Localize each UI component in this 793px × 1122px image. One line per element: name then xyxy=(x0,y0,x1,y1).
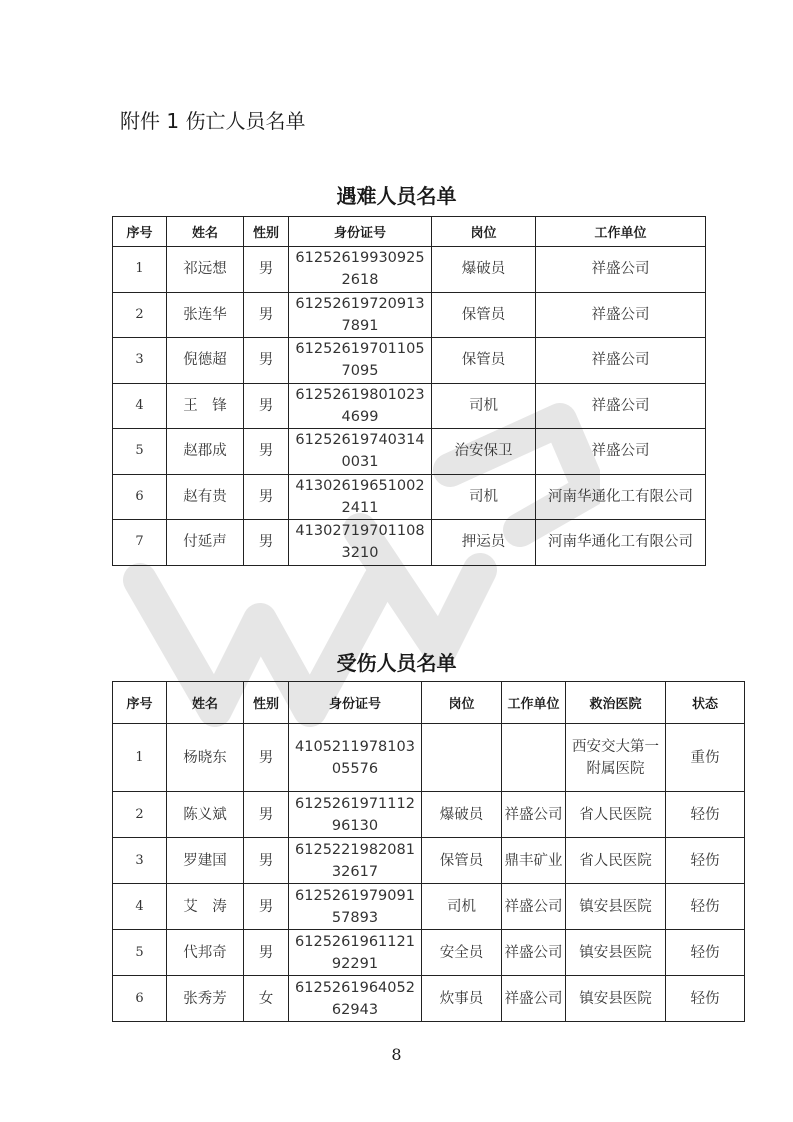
table-cell: 男 xyxy=(244,792,289,838)
table-cell: 爆破员 xyxy=(432,247,536,293)
column-header: 身份证号 xyxy=(289,217,432,247)
table-header-row xyxy=(113,682,745,724)
deceased-table xyxy=(112,216,706,566)
table-cell: 倪德超 xyxy=(167,338,244,384)
table-cell: 重伤 xyxy=(666,724,745,792)
table-row xyxy=(113,884,745,930)
table-cell: 赵郡成 xyxy=(167,429,244,475)
table-cell: 612526197011057095 xyxy=(289,338,432,384)
table-cell: 3 xyxy=(113,838,167,884)
column-header: 岗位 xyxy=(432,217,536,247)
table-cell: 男 xyxy=(244,520,289,566)
table-cell: 4 xyxy=(113,884,167,930)
table-cell: 男 xyxy=(244,474,289,520)
table-cell: 男 xyxy=(244,884,289,930)
table-row xyxy=(113,429,706,475)
table-cell: 杨晓东 xyxy=(167,724,244,792)
table-cell: 祥盛公司 xyxy=(536,292,706,338)
table-cell: 张连华 xyxy=(167,292,244,338)
table-cell: 轻伤 xyxy=(666,976,745,1022)
table-cell: 祥盛公司 xyxy=(536,338,706,384)
table-cell xyxy=(422,724,502,792)
table-cell: 罗建国 xyxy=(167,838,244,884)
table-row xyxy=(113,520,706,566)
table-row xyxy=(113,247,706,293)
table-cell: 艾 涛 xyxy=(167,884,244,930)
table-cell: 祥盛公司 xyxy=(536,247,706,293)
table-cell: 612526197209137891 xyxy=(289,292,432,338)
table-cell: 6 xyxy=(113,474,167,520)
column-header: 性别 xyxy=(244,682,289,724)
table-cell: 612526196405262943 xyxy=(289,976,422,1022)
table-cell: 2 xyxy=(113,292,167,338)
table-cell: 张秀芳 xyxy=(167,976,244,1022)
table-cell: 612526196112192291 xyxy=(289,930,422,976)
table-cell: 陈义斌 xyxy=(167,792,244,838)
table-cell: 祥盛公司 xyxy=(502,792,566,838)
table-cell: 612526197403140031 xyxy=(289,429,432,475)
table-cell: 保管员 xyxy=(422,838,502,884)
page-number: 8 xyxy=(391,1045,402,1064)
table-row xyxy=(113,930,745,976)
table-cell: 祥盛公司 xyxy=(502,976,566,1022)
table-cell: 镇安县医院 xyxy=(566,976,666,1022)
table-cell: 轻伤 xyxy=(666,838,745,884)
table-cell: 612526199309252618 xyxy=(289,247,432,293)
table-cell: 爆破员 xyxy=(422,792,502,838)
table-cell: 男 xyxy=(244,429,289,475)
table-cell: 付延声 xyxy=(167,520,244,566)
deceased-list-title: 遇难人员名单 xyxy=(336,184,457,208)
attachment-heading: 附件 1 伤亡人员名单 xyxy=(120,109,306,133)
column-header: 工作单位 xyxy=(536,217,706,247)
column-header: 救治医院 xyxy=(566,682,666,724)
table-row xyxy=(113,838,745,884)
table-cell: 612526198010234699 xyxy=(289,383,432,429)
table-cell: 轻伤 xyxy=(666,930,745,976)
column-header: 序号 xyxy=(113,682,167,724)
table-cell: 祥盛公司 xyxy=(536,383,706,429)
table-cell xyxy=(502,724,566,792)
table-row xyxy=(113,792,745,838)
table-cell: 王 锋 xyxy=(167,383,244,429)
table-row xyxy=(113,474,706,520)
column-header: 岗位 xyxy=(422,682,502,724)
table-cell: 赵有贵 xyxy=(167,474,244,520)
column-header: 性别 xyxy=(244,217,289,247)
table-cell: 炊事员 xyxy=(422,976,502,1022)
table-header-row xyxy=(113,217,706,247)
table-cell: 代邦奇 xyxy=(167,930,244,976)
column-header: 状态 xyxy=(666,682,745,724)
table-cell: 鼎丰矿业 xyxy=(502,838,566,884)
table-cell: 612526197909157893 xyxy=(289,884,422,930)
column-header: 身份证号 xyxy=(289,682,422,724)
injured-list-title: 受伤人员名单 xyxy=(336,651,457,675)
table-cell: 祁远想 xyxy=(167,247,244,293)
injured-table xyxy=(112,681,745,1022)
table-cell: 司机 xyxy=(422,884,502,930)
table-cell: 612526197111296130 xyxy=(289,792,422,838)
table-cell: 410521197810305576 xyxy=(289,724,422,792)
table-cell: 5 xyxy=(113,930,167,976)
table-row xyxy=(113,724,745,792)
table-cell: 司机 xyxy=(432,474,536,520)
table-cell: 押运员 xyxy=(432,520,536,566)
table-cell: 3 xyxy=(113,338,167,384)
column-header: 姓名 xyxy=(167,682,244,724)
table-cell: 1 xyxy=(113,724,167,792)
table-cell: 省人民医院 xyxy=(566,838,666,884)
table-cell: 5 xyxy=(113,429,167,475)
column-header: 姓名 xyxy=(167,217,244,247)
table-cell: 保管员 xyxy=(432,292,536,338)
table-cell: 河南华通化工有限公司 xyxy=(536,474,706,520)
table-row xyxy=(113,292,706,338)
table-cell: 男 xyxy=(244,383,289,429)
table-cell: 413027197011083210 xyxy=(289,520,432,566)
table-cell: 612522198208132617 xyxy=(289,838,422,884)
table-cell: 7 xyxy=(113,520,167,566)
table-cell: 安全员 xyxy=(422,930,502,976)
table-cell: 河南华通化工有限公司 xyxy=(536,520,706,566)
table-cell: 祥盛公司 xyxy=(536,429,706,475)
table-cell: 男 xyxy=(244,930,289,976)
table-cell: 男 xyxy=(244,338,289,384)
table-cell: 男 xyxy=(244,247,289,293)
table-cell: 男 xyxy=(244,724,289,792)
table-cell: 祥盛公司 xyxy=(502,884,566,930)
table-cell: 司机 xyxy=(432,383,536,429)
table-cell: 镇安县医院 xyxy=(566,930,666,976)
table-cell: 女 xyxy=(244,976,289,1022)
table-cell: 男 xyxy=(244,838,289,884)
column-header: 序号 xyxy=(113,217,167,247)
table-row xyxy=(113,976,745,1022)
table-cell: 2 xyxy=(113,792,167,838)
table-cell: 保管员 xyxy=(432,338,536,384)
column-header: 工作单位 xyxy=(502,682,566,724)
table-cell: 1 xyxy=(113,247,167,293)
table-cell: 轻伤 xyxy=(666,792,745,838)
table-cell: 祥盛公司 xyxy=(502,930,566,976)
table-cell: 轻伤 xyxy=(666,884,745,930)
table-cell: 4 xyxy=(113,383,167,429)
table-row xyxy=(113,338,706,384)
table-cell: 6 xyxy=(113,976,167,1022)
table-cell: 西安交大第一附属医院 xyxy=(566,724,666,792)
table-cell: 413026196510022411 xyxy=(289,474,432,520)
table-row xyxy=(113,383,706,429)
table-cell: 男 xyxy=(244,292,289,338)
table-cell: 省人民医院 xyxy=(566,792,666,838)
table-cell: 治安保卫 xyxy=(432,429,536,475)
table-cell: 镇安县医院 xyxy=(566,884,666,930)
